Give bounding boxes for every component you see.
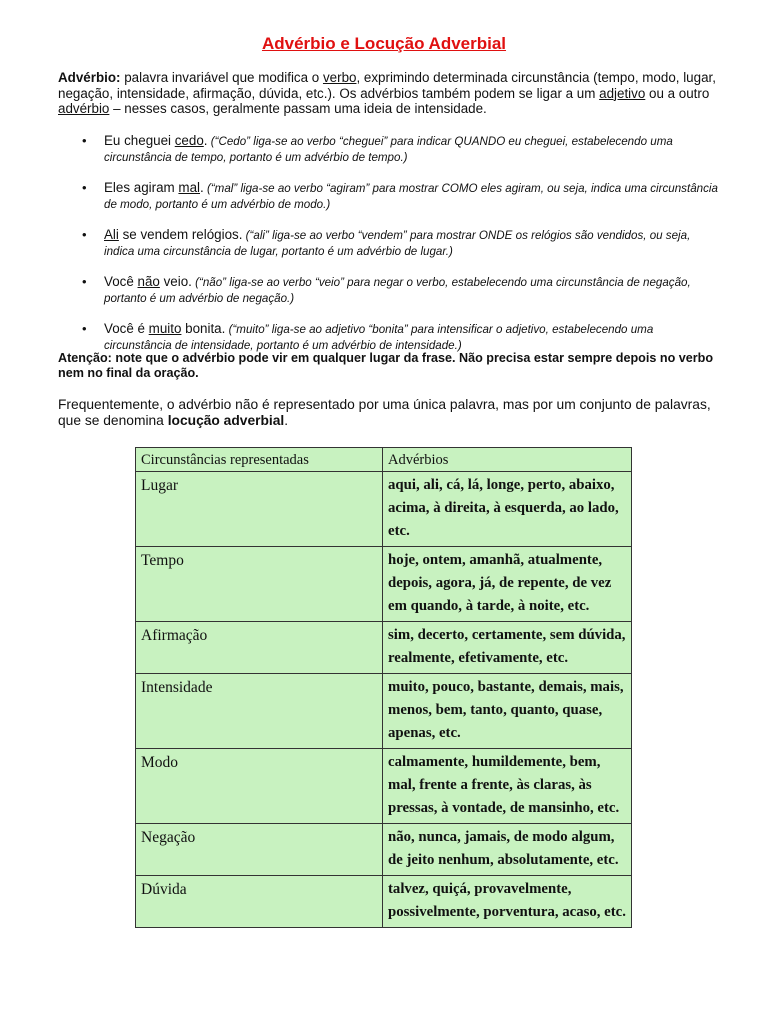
example-text: Você é xyxy=(104,321,149,336)
example-text: Eles agiram xyxy=(104,180,179,195)
intro-text-2: , exprimindo determinada circunstância (tempo, modo, lugar, negação, intensidade, afirmação, dúvida, etc.). Os advérbios também podem se ligar a um xyxy=(58,70,716,101)
examples-list xyxy=(82,133,722,368)
intro-text-3: ou a outro xyxy=(645,85,710,101)
intro-paragraph xyxy=(58,70,728,117)
locution-text: Frequentemente, o advérbio não é representado por uma única palavra, mas por um conjunto de palavras, que se denomina xyxy=(58,397,711,428)
table-row xyxy=(136,472,632,547)
bullet-icon: • xyxy=(82,227,87,242)
row-circumstance: Lugar xyxy=(136,472,383,547)
table-header-row xyxy=(136,448,632,472)
bullet-icon: • xyxy=(82,180,87,195)
table-row xyxy=(136,547,632,622)
table-header-circumstances: Circunstâncias representadas xyxy=(136,448,383,472)
list-item xyxy=(82,321,722,353)
table-row xyxy=(136,749,632,824)
example-text-end: . xyxy=(200,180,204,195)
row-circumstance: Dúvida xyxy=(136,876,383,928)
row-adverbs: não, nunca, jamais, de modo algum, de jeito nenhum, absolutamente, etc. xyxy=(383,824,632,876)
locution-term: locução adverbial xyxy=(167,413,285,428)
example-adverb: cedo xyxy=(174,133,204,148)
example-text: Eu cheguei xyxy=(104,133,175,148)
attention-note: Atenção: note que o advérbio pode vir em qualquer lugar da frase. Não precisa estar sempre depois no verbo nem no final da oração. xyxy=(58,351,714,380)
example-text-end: se vendem relógios. xyxy=(118,227,243,242)
intro-text-4: – nesses casos, geralmente passam uma ideia de intensidade. xyxy=(109,101,487,117)
list-item xyxy=(82,227,722,259)
example-explanation: (“mal” liga-se ao verbo “agiram” para mostrar COMO eles agiram, ou seja, indica uma circunstância de modo, portanto é um advérbio de modo.) xyxy=(104,182,718,211)
list-item xyxy=(82,180,722,212)
example-adverb: Ali xyxy=(104,227,119,242)
row-circumstance: Modo xyxy=(136,749,383,824)
intro-word-verbo: verbo xyxy=(322,70,357,85)
example-text-end: . xyxy=(203,133,208,148)
row-circumstance: Afirmação xyxy=(136,622,383,674)
bullet-icon: • xyxy=(82,321,87,336)
example-explanation: (“muito” liga-se ao adjetivo “bonita” para intensificar o adjetivo, estabelecendo uma circunstância de intensidade, portanto é um advérbio de intensidade.) xyxy=(104,323,654,352)
table-header-adverbs: Advérbios xyxy=(383,448,632,472)
row-adverbs: calmamente, humildemente, bem, mal, frente a frente, às claras, às pressas, à vontade, de mansinho, etc. xyxy=(383,749,632,824)
list-item xyxy=(82,133,722,165)
bullet-icon: • xyxy=(82,133,87,148)
intro-text-1: palavra invariável que modifica o xyxy=(120,70,323,85)
list-item xyxy=(82,274,722,306)
example-explanation: (“Cedo” liga-se ao verbo “cheguei” para indicar QUANDO eu cheguei, estabelecendo uma circunstância de tempo, portanto é um advérbio de tempo.) xyxy=(104,135,673,164)
example-text-end: bonita. xyxy=(181,321,226,336)
intro-word-adverbio: advérbio xyxy=(58,101,110,117)
row-adverbs: muito, pouco, bastante, demais, mais, menos, bem, tanto, quanto, quase, apenas, etc. xyxy=(383,674,632,749)
adverbs-table xyxy=(135,447,632,928)
example-adverb: muito xyxy=(148,321,182,336)
row-adverbs: hoje, ontem, amanhã, atualmente, depois, agora, já, de repente, de vez em quando, à tarde, à noite, etc. xyxy=(383,547,632,622)
row-circumstance: Negação xyxy=(136,824,383,876)
locution-text-end: . xyxy=(284,413,289,428)
row-adverbs: sim, decerto, certamente, sem dúvida, realmente, efetivamente, etc. xyxy=(383,622,632,674)
table-row xyxy=(136,876,632,928)
intro-term: Advérbio: xyxy=(58,70,121,85)
table-row xyxy=(136,622,632,674)
table-row xyxy=(136,824,632,876)
example-adverb: mal xyxy=(178,180,200,195)
row-adverbs: talvez, quiçá, provavelmente, possivelmente, porventura, acaso, etc. xyxy=(383,876,632,928)
example-explanation: (“ali” liga-se ao verbo “vendem” para mostrar ONDE os relógios são vendidos, ou seja, indica uma circunstância de lugar, portanto é um advérbio de lugar.) xyxy=(104,229,691,258)
example-explanation: (“não” liga-se ao verbo “veio” para negar o verbo, estabelecendo uma circunstância de negação, portanto é um advérbio de negação.) xyxy=(104,276,691,305)
page-title: Advérbio e Locução Adverbial xyxy=(261,34,507,53)
example-text-end: veio. xyxy=(159,274,192,289)
locution-paragraph xyxy=(58,397,728,429)
example-adverb: não xyxy=(137,274,160,289)
row-circumstance: Tempo xyxy=(136,547,383,622)
row-circumstance: Intensidade xyxy=(136,674,383,749)
intro-word-adjetivo: adjetivo xyxy=(599,85,646,101)
bullet-icon: • xyxy=(82,274,87,289)
table-row xyxy=(136,674,632,749)
row-adverbs: aqui, ali, cá, lá, longe, perto, abaixo, acima, à direita, à esquerda, ao lado, etc. xyxy=(383,472,632,547)
example-text: Você xyxy=(104,274,138,289)
